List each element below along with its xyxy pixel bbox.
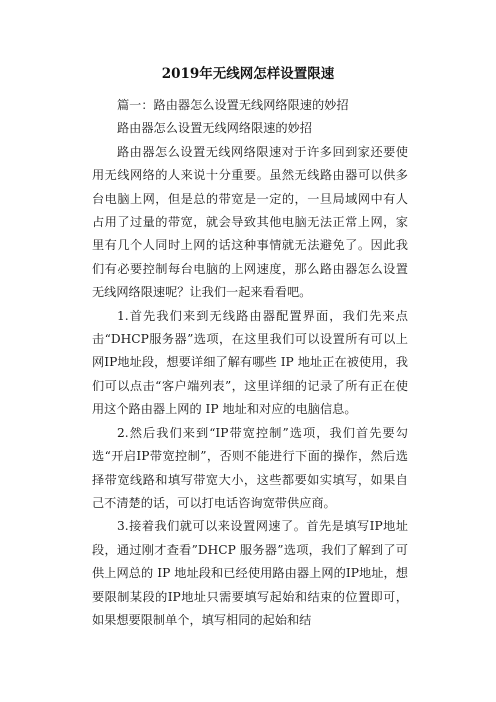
section-heading: 篇一：路由器怎么设置无线网络限速的妙招	[117, 98, 349, 112]
document-title: 2019年无线网怎样设置限速	[161, 66, 335, 82]
document-body	[92, 94, 408, 632]
paragraph-step-2: 2.然后我们来到“IP带宽控制”选项，我们首先要勾选“开启IP带宽控制”，否则不能进行下面的操作，然后选择带宽线路和填写带宽大小，这些都要如实填写，如果自己不清楚的话，可以打电话咨询宽带供应商。	[92, 425, 408, 510]
paragraph-step-3: 3.接着我们就可以来设置网速了。首先是填写IP地址段，通过刚才查看”DHCP 服务器”选项，我们了解到了可供上网总的 IP 地址段和已经使用路由器上网的IP地址，想要限制某段的IP地址只需要填写起始和结束的位置即可，如果想要限制单个，填写相同的起始和结	[92, 519, 408, 627]
paragraph-step-1: 1.首先我们来到无线路由器配置界面，我们先来点击“DHCP服务器”选项，在这里我们可以设置所有可以上网IP地址段，想要详细了解有哪些 IP 地址正在被使用，我们可以点击“客户端列表”，这里详细的记录了所有正在使用这个路由器上网的 IP 地址和对应的电脑信息。	[92, 308, 408, 417]
paragraph-intro: 路由器怎么设置无线网络限速对于许多回到家还要使用无线网络的人来说十分重要。虽然无线路由器可以供多台电脑上网，但是总的带宽是一定的，一旦局域网中有人占用了过量的带宽，就会导致其他电脑无法正常上网，家里有几个人同时上网的话这种事情就无法避免了。因此我们有必要控制每台电脑的上网速度，那么路由器怎么设置无线网络限速呢？让我们一起来看看吧。	[92, 144, 408, 300]
article-heading: 路由器怎么设置无线网络限速的妙招	[117, 121, 312, 136]
